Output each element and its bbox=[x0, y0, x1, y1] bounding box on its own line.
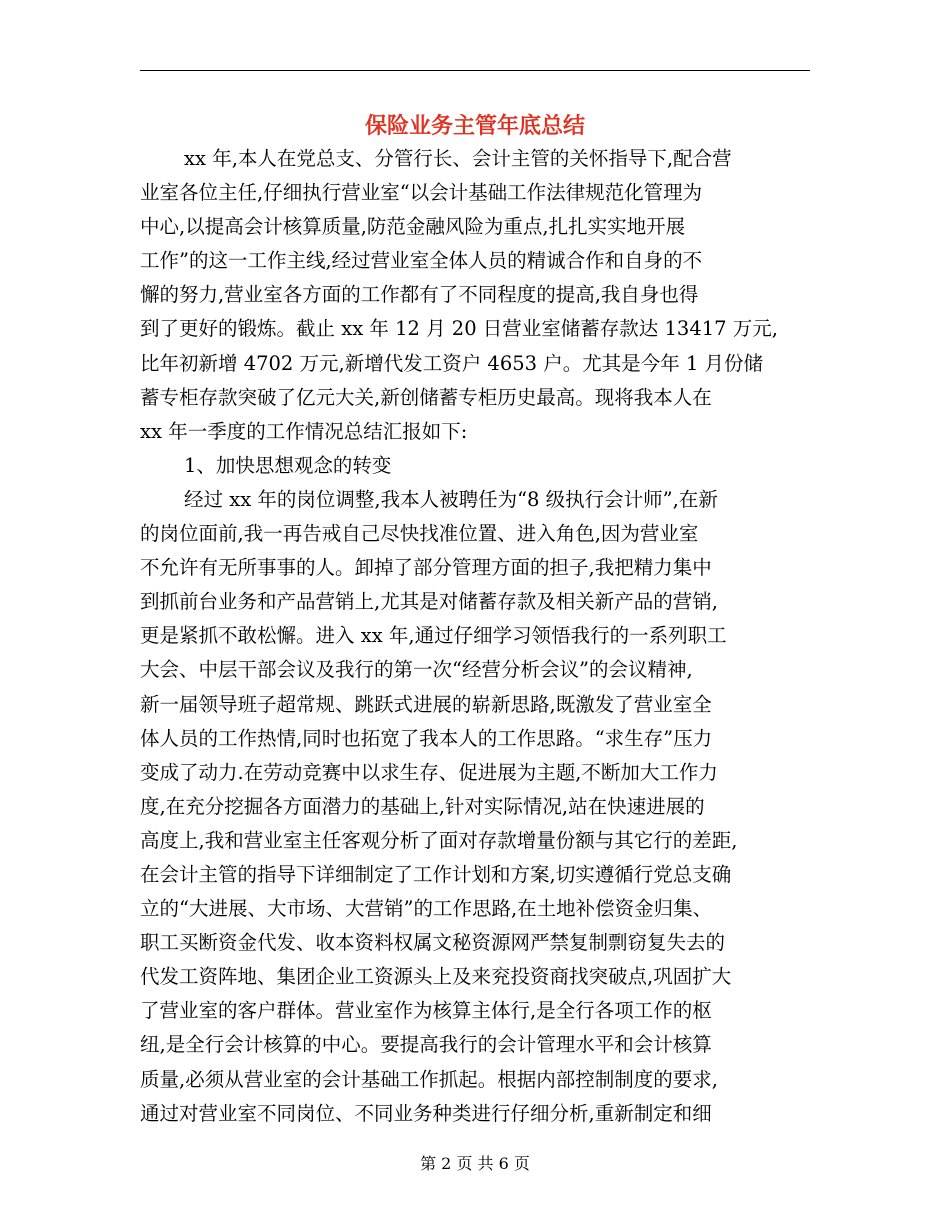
text-line: 度,在充分挖掘各方面潜力的基础上,针对实际情况,站在快速进展的 bbox=[140, 794, 705, 818]
text-line: 变成了动力.在劳动竞赛中以求生存、促进展为主题,不断加大工作力 bbox=[140, 760, 718, 784]
text-line: xx 年一季度的工作情况总结汇报如下: bbox=[140, 419, 468, 443]
text-line: xx 年,本人在党总支、分管行长、会计主管的关怀指导下,配合营 bbox=[184, 147, 732, 170]
text-line: 代发工资阵地、集团企业工资源头上及来兖投资商找突破点,巩固扩大 bbox=[140, 965, 732, 989]
text-line: 立的“大进展、大市场、大营销”的工作思路,在土地补偿资金归集、 bbox=[140, 897, 713, 921]
text-line: 更是紧抓不敢松懈。进入 xx 年,通过仔细学习领悟我行的一系列职工 bbox=[140, 624, 727, 648]
text-line: 中心,以提高会计核算质量,防范金融风险为重点,扎扎实实地开展 bbox=[140, 215, 686, 239]
text-line: 大会、中层干部会议及我行的第一次“经营分析会议”的会议精神, bbox=[140, 658, 693, 682]
text-line: 体人员的工作热情,同时也拓宽了我本人的工作思路。“求生存”压力 bbox=[140, 726, 713, 750]
text-line: 蓄专柜存款突破了亿元大关,新创储蓄专柜历史最高。现将我本人在 bbox=[140, 385, 712, 409]
text-line: 工作”的这一工作主线,经过营业室全体人员的精诚合作和自身的不 bbox=[140, 249, 703, 273]
document-body bbox=[140, 142, 810, 1131]
header-rule bbox=[140, 70, 810, 71]
text-line: 纽,是全行会计核算的中心。要提高我行的会计管理水平和会计核算 bbox=[140, 1033, 712, 1057]
text-line: 高度上,我和营业室主任客观分析了面对存款增量份额与其它行的差距, bbox=[140, 828, 738, 852]
text-line: 经过 xx 年的岗位调整,我本人被聘任为“8 级执行会计师”,在新 bbox=[184, 487, 718, 511]
text-line: 新一届领导班子超常规、跳跃式进展的崭新思路,既激发了营业室全 bbox=[140, 692, 712, 716]
text-line: 在会计主管的指导下详细制定了工作计划和方案,切实遵循行党总支确 bbox=[140, 862, 732, 886]
text-line: 的岗位面前,我一再告戒自己尽快找准位置、进入角色,因为营业室 bbox=[140, 522, 699, 546]
text-line: 业室各位主任,仔细执行营业室“以会计基础工作法律规范化管理为 bbox=[140, 181, 703, 205]
document-title: 保险业务主管年底总结 bbox=[364, 113, 585, 139]
text-line: 通过对营业室不同岗位、不同业务种类进行仔细分析,重新制定和细 bbox=[140, 1101, 712, 1125]
text-line: 到了更好的锻炼。截止 xx 年 12 月 20 日营业室储蓄存款达 13417 万元, bbox=[140, 317, 778, 341]
text-line: 了营业室的客户群体。营业室作为核算主体行,是全行各项工作的枢 bbox=[140, 999, 712, 1023]
text-line: 懈的努力,营业室各方面的工作都有了不同程度的提高,我自身也得 bbox=[140, 283, 699, 307]
text-line: 到抓前台业务和产品营销上,尤其是对储蓄存款及相关新产品的营销, bbox=[140, 590, 718, 614]
text-line: 不允许有无所事事的人。卸掉了部分管理方面的担子,我把精力集中 bbox=[140, 556, 712, 580]
text-line: 质量,必须从营业室的会计基础工作抓起。根据内部控制制度的要求, bbox=[140, 1067, 718, 1091]
page-number: 第 2 页 共 6 页 bbox=[420, 1154, 530, 1173]
text-line: 职工买断资金代发、收本资料权属文秘资源网严禁复制剽窃复失去的 bbox=[140, 931, 726, 955]
text-line: 1、加快思想观念的转变 bbox=[184, 453, 392, 477]
text-line: 比年初新增 4702 万元,新增代发工资户 4653 户。尤其是今年 1 月份储 bbox=[140, 351, 764, 375]
